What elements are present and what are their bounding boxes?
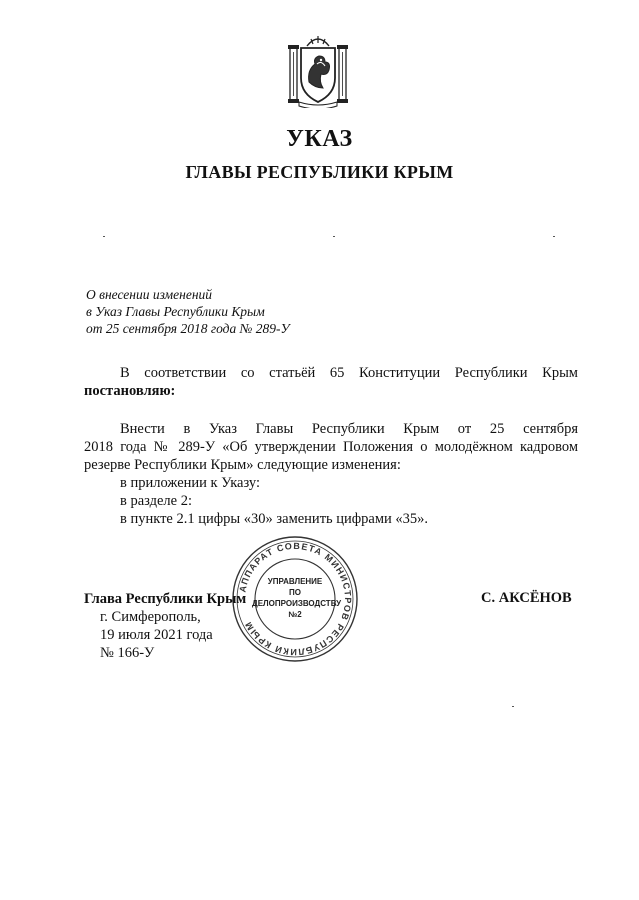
stamp-ring-text: АППАРАТ СОВЕТА МИНИСТРОВ РЕСПУБЛИКИ КРЫМ	[237, 540, 354, 658]
place-of-signing: г. Симферополь,	[100, 609, 201, 625]
body-line: Внести в Указ Главы Республики Крым от 25 сентября	[120, 421, 578, 437]
stamp-line: УПРАВЛЕНИЕ	[267, 577, 323, 586]
scan-speck	[512, 706, 514, 707]
stamp-line: ПО	[289, 588, 301, 597]
subject-line: от 25 сентября 2018 года № 289-У	[86, 321, 290, 336]
document-subtitle: ГЛАВЫ РЕСПУБЛИКИ КРЫМ	[185, 162, 454, 182]
document-subject	[86, 286, 290, 337]
scan-speck	[333, 236, 335, 237]
signatory-position: Глава Республики Крым	[84, 591, 247, 607]
preamble	[84, 364, 578, 400]
document-title: УКАЗ	[286, 126, 353, 152]
preamble-decree-word: постановляю:	[84, 383, 176, 399]
body-line: в приложении к Указу:	[120, 475, 260, 491]
signature-block	[84, 590, 246, 662]
preamble-text: В соответствии со статьёй 65 Конституции Республики Крым	[120, 365, 578, 381]
subject-line: О внесении изменений	[86, 287, 213, 302]
body-line: резерве Республики Крым» следующие изменения:	[84, 457, 401, 473]
subject-line: в Указ Главы Республики Крым	[86, 304, 265, 319]
decree-body	[84, 420, 578, 528]
scan-speck	[553, 236, 555, 237]
stamp-center-text	[252, 576, 342, 620]
crimea-coat-of-arms-icon	[287, 34, 349, 108]
body-line: 2018 года № 289-У «Об утверждении Положения о молодёжном кадровом	[84, 439, 578, 455]
signatory-name: С. АКСЁНОВ	[481, 590, 572, 606]
scan-speck	[103, 236, 105, 237]
body-line: в разделе 2:	[120, 493, 193, 509]
stamp-line: ДЕЛОПРОИЗВОДСТВУ	[252, 599, 342, 608]
body-line: в пункте 2.1 цифры «30» заменить цифрами «35».	[120, 511, 429, 527]
signing-date: 19 июля 2021 года	[100, 627, 213, 643]
stamp-line: №2	[288, 610, 302, 619]
decree-number: № 166-У	[100, 645, 155, 661]
